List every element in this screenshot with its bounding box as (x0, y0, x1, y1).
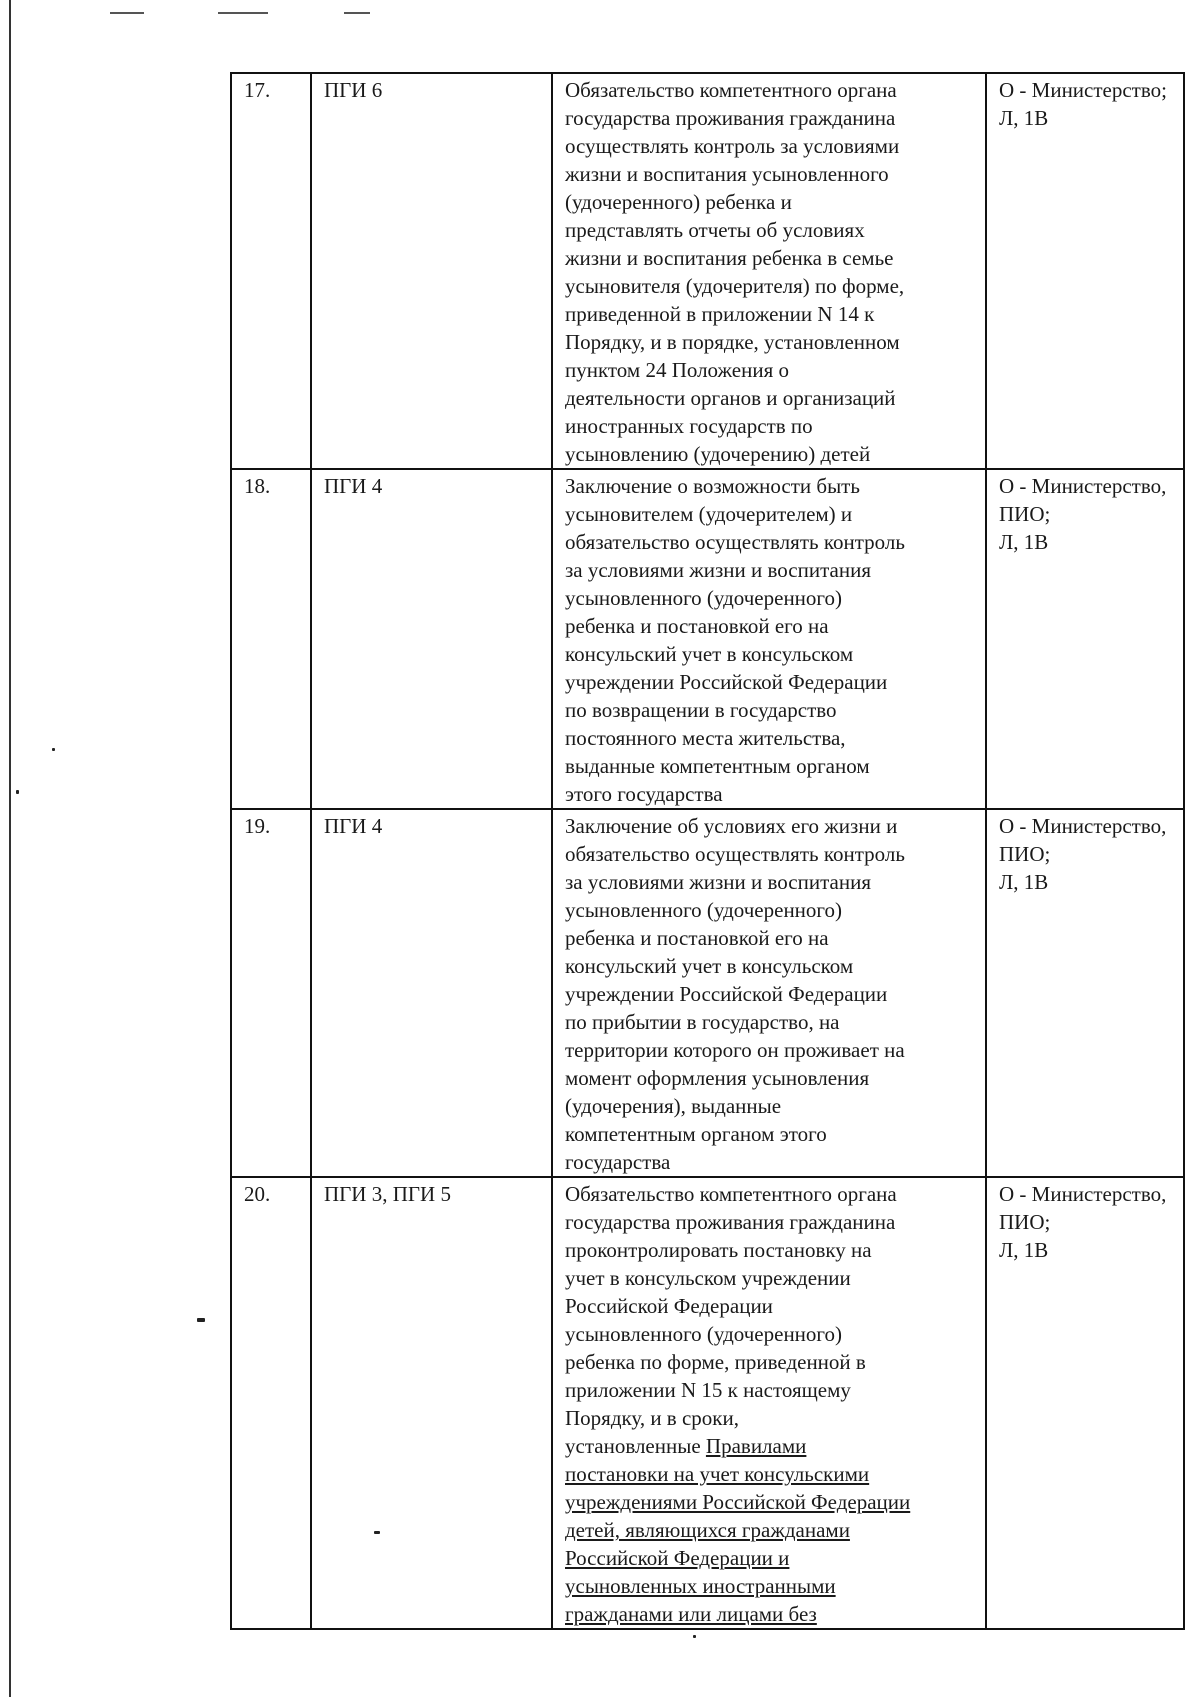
description-line: усыновителем (удочерителем) и (565, 502, 853, 526)
description-line: компетентным органом этого (565, 1122, 827, 1146)
description-line: консульский учет в консульском (565, 642, 854, 666)
document-code: ПГИ 6 (311, 73, 552, 469)
description-line: обязательство осуществлять контроль (565, 530, 905, 554)
scan-edge-line (9, 0, 11, 1697)
description-line: государства (565, 1150, 671, 1174)
scan-mark (110, 12, 144, 14)
description-line: этого государства (565, 782, 723, 806)
description-line: иностранных государств по (565, 414, 813, 438)
document-description (552, 1177, 986, 1629)
description-line: постоянного места жительства, (565, 726, 846, 750)
description-line: по прибытии в государство, на (565, 1010, 840, 1034)
description-line: консульский учет в консульском (565, 954, 854, 978)
row-number: 17. (231, 73, 311, 469)
description-line: за условиями жизни и воспитания (565, 870, 871, 894)
scan-speck (52, 748, 55, 751)
row-number: 19. (231, 809, 311, 1177)
responsible-line: О - Министерство, (999, 474, 1167, 498)
responsible-line: ПИО; (999, 1210, 1051, 1234)
responsible-line: О - Министерство, (999, 814, 1167, 838)
description-line: выданные компетентным органом (565, 754, 870, 778)
responsible-line: ПИО; (999, 502, 1051, 526)
document-code: ПГИ 4 (311, 469, 552, 809)
document-code: ПГИ 3, ПГИ 5 (311, 1177, 552, 1629)
description-line: усыновителя (удочерителя) по форме, (565, 274, 905, 298)
description-line: по возвращении в государство (565, 698, 837, 722)
responsible-cell (986, 469, 1184, 809)
description-line: учет в консульском учреждении (565, 1266, 851, 1290)
rules-link[interactable]: усыновленных иностранными (565, 1574, 836, 1598)
description-line: Российской Федерации (565, 1294, 773, 1318)
description-line: ребенка и постановкой его на (565, 614, 829, 638)
rules-link[interactable]: учреждениями Российской Федерации (565, 1490, 911, 1514)
responsible-line: О - Министерство; (999, 78, 1167, 102)
description-line: ребенка и постановкой его на (565, 926, 829, 950)
table-row (231, 469, 1184, 809)
description-text: установленные (565, 1434, 706, 1458)
description-line: пунктом 24 Положения о (565, 358, 789, 382)
description-line: территории которого он проживает на (565, 1038, 905, 1062)
description-line: учреждении Российской Федерации (565, 670, 888, 694)
description-line: усыновленного (удочеренного) (565, 898, 842, 922)
document-code: ПГИ 4 (311, 809, 552, 1177)
description-line: деятельности органов и организаций (565, 386, 896, 410)
table-row (231, 809, 1184, 1177)
description-line: жизни и воспитания усыновленного (565, 162, 889, 186)
description-line: Обязательство компетентного органа (565, 1182, 897, 1206)
rules-link[interactable]: Правилами (705, 1434, 807, 1458)
scan-speck (693, 1635, 696, 1638)
description-line: осуществлять контроль за условиями (565, 134, 900, 158)
description-line: Порядку, и в порядке, установленном (565, 330, 900, 354)
description-line: за условиями жизни и воспитания (565, 558, 871, 582)
description-line: усыновленного (удочеренного) (565, 1322, 842, 1346)
document-description (552, 469, 986, 809)
responsible-cell (986, 73, 1184, 469)
rules-link[interactable]: постановки на учет консульскими (565, 1462, 870, 1486)
description-line: (удочерения), выданные (565, 1094, 782, 1118)
responsible-line: Л, 1В (999, 870, 1049, 894)
row-number: 18. (231, 469, 311, 809)
document-description (552, 73, 986, 469)
rules-link[interactable]: Российской Федерации и (565, 1546, 790, 1570)
scan-speck (197, 1318, 205, 1322)
responsible-line: Л, 1В (999, 106, 1049, 130)
responsible-line: ПИО; (999, 842, 1051, 866)
table-row (231, 1177, 1184, 1629)
document-table (230, 72, 1185, 1630)
description-line: государства проживания гражданина (565, 106, 896, 130)
description-line: жизни и воспитания ребенка в семье (565, 246, 894, 270)
scan-speck (16, 790, 19, 794)
responsible-cell (986, 1177, 1184, 1629)
description-line: Обязательство компетентного органа (565, 78, 897, 102)
rules-link[interactable]: детей, являющихся гражданами (565, 1518, 850, 1542)
description-line: Заключение о возможности быть (565, 474, 860, 498)
responsible-line: О - Министерство, (999, 1182, 1167, 1206)
description-line: представлять отчеты об условиях (565, 218, 865, 242)
description-line: усыновленного (удочеренного) (565, 586, 842, 610)
description-line: учреждении Российской Федерации (565, 982, 888, 1006)
table-row (231, 73, 1184, 469)
document-description (552, 809, 986, 1177)
description-line: проконтролировать постановку на (565, 1238, 872, 1262)
description-line: Заключение об условиях его жизни и (565, 814, 898, 838)
scan-mark (344, 12, 370, 14)
row-number: 20. (231, 1177, 311, 1629)
description-line: момент оформления усыновления (565, 1066, 870, 1090)
description-line: приложении N 15 к настоящему (565, 1378, 851, 1402)
responsible-line: Л, 1В (999, 530, 1049, 554)
description-line: приведенной в приложении N 14 к (565, 302, 875, 326)
description-line: ребенка по форме, приведенной в (565, 1350, 866, 1374)
description-line: усыновлению (удочерению) детей (565, 442, 871, 466)
scan-mark (218, 12, 268, 14)
description-line: обязательство осуществлять контроль (565, 842, 905, 866)
description-line: государства проживания гражданина (565, 1210, 896, 1234)
description-line (565, 1432, 975, 1460)
rules-link[interactable]: гражданами или лицами без (565, 1602, 817, 1626)
description-line: (удочеренного) ребенка и (565, 190, 792, 214)
description-line: Порядку, и в сроки, (565, 1406, 739, 1430)
responsible-line: Л, 1В (999, 1238, 1049, 1262)
responsible-cell (986, 809, 1184, 1177)
